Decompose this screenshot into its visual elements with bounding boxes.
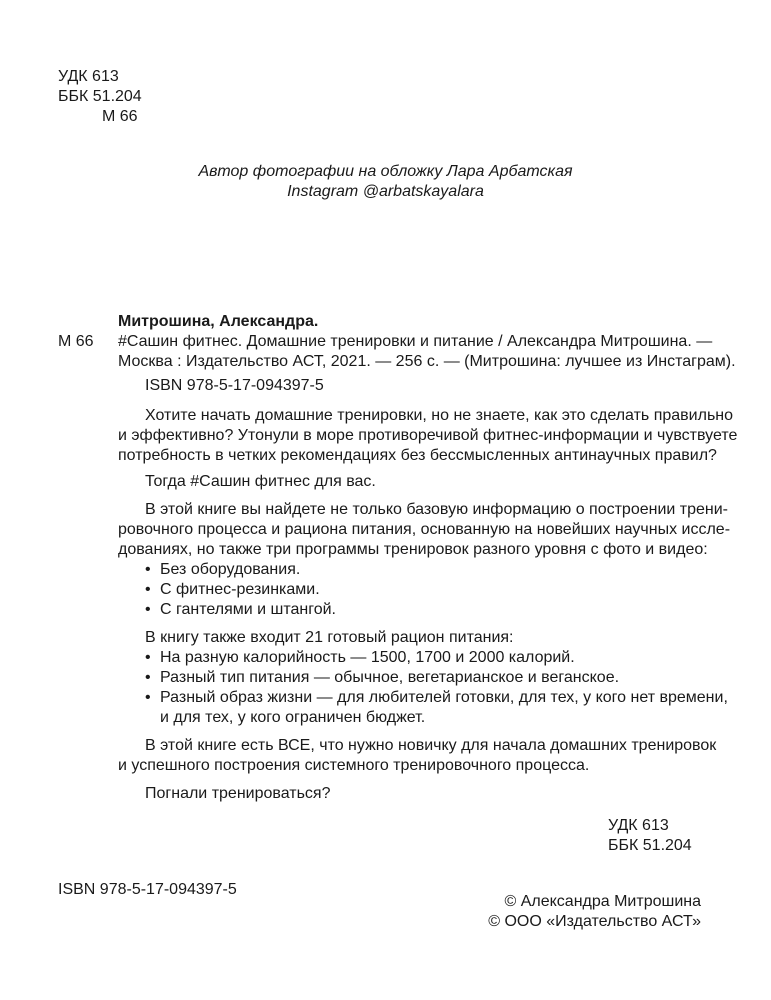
list2-item-1: На разную калорийность — 1500, 1700 и 2000 калорий.	[160, 649, 575, 666]
footer-isbn: ISBN 978-5-17-094397-5	[58, 881, 237, 898]
catalog-title-line1: #Сашин фитнес. Домашние тренировки и питание / Александра Митрошина. —	[118, 333, 713, 350]
annotation-p1-line1: Хотите начать домашние тренировки, но не знаете, как это сделать правильно	[145, 407, 734, 424]
annotation-p3-line1: В этой книге вы найдете не только базовую информацию о построении трени-	[145, 501, 728, 518]
annotation-p4: В книгу также входит 21 готовый рацион питания:	[145, 629, 514, 646]
annotation-p3-line2: ровочного процесса и рациона питания, основанную на новейших научных иссле-	[118, 521, 731, 538]
list2-bullet-3: •	[145, 689, 151, 706]
list1-bullet-1: •	[145, 561, 151, 578]
top-author-mark: М 66	[102, 108, 138, 125]
annotation-p6: Погнали тренироваться?	[145, 785, 331, 802]
catalog-title-line2: Москва : Издательство АСТ, 2021. — 256 с. — (Митрошина: лучшее из Инстаграм).	[118, 353, 736, 370]
list1-item-1: Без оборудования.	[160, 561, 301, 578]
annotation-p5-line2: и успешного построения системного тренировочного процесса.	[118, 757, 590, 774]
catalog-isbn: ISBN 978-5-17-094397-5	[145, 377, 324, 394]
list2-item-3: Разный образ жизни — для любителей готовки, для тех, у кого нет времени,	[160, 689, 728, 706]
top-bbk: ББК 51.204	[58, 88, 142, 105]
annotation-p1-line3: потребность в четких рекомендациях без бессмысленных антинаучных правил?	[118, 447, 717, 464]
photo-credit-line1: Автор фотографии на обложку Лара Арбатская	[198, 163, 573, 180]
right-udk: УДК 613	[608, 817, 669, 834]
list2-bullet-1: •	[145, 649, 151, 666]
annotation-p2: Тогда #Сашин фитнес для вас.	[145, 473, 376, 490]
list2-bullet-2: •	[145, 669, 151, 686]
footer-copyright-author: © Александра Митрошина	[504, 893, 701, 910]
list1-bullet-2: •	[145, 581, 151, 598]
annotation-p1-line2: и эффективно? Утонули в море противоречивой фитнес-информации и чувствуете	[118, 427, 738, 444]
list1-bullet-3: •	[145, 601, 151, 618]
list1-item-3: С гантелями и штангой.	[160, 601, 336, 618]
list1-item-2: С фитнес-резинками.	[160, 581, 320, 598]
right-bbk: ББК 51.204	[608, 837, 692, 854]
annotation-p5-line1: В этой книге есть ВСЕ, что нужно новичку для начала домашних тренировок	[145, 737, 717, 754]
footer-copyright-publisher: © ООО «Издательство АСТ»	[488, 913, 701, 930]
top-udk: УДК 613	[58, 68, 119, 85]
photo-credit-line2: Instagram @arbatskayalara	[287, 183, 484, 200]
list2-item-3-continued: и для тех, у кого ограничен бюджет.	[160, 709, 426, 726]
list2-item-2: Разный тип питания — обычное, вегетарианское и веганское.	[160, 669, 620, 686]
catalog-author: Митрошина, Александра.	[118, 313, 319, 330]
catalog-mark: М 66	[58, 333, 94, 350]
annotation-p3-line3: дованиях, но также три программы тренировок разного уровня с фото и видео:	[118, 541, 708, 558]
